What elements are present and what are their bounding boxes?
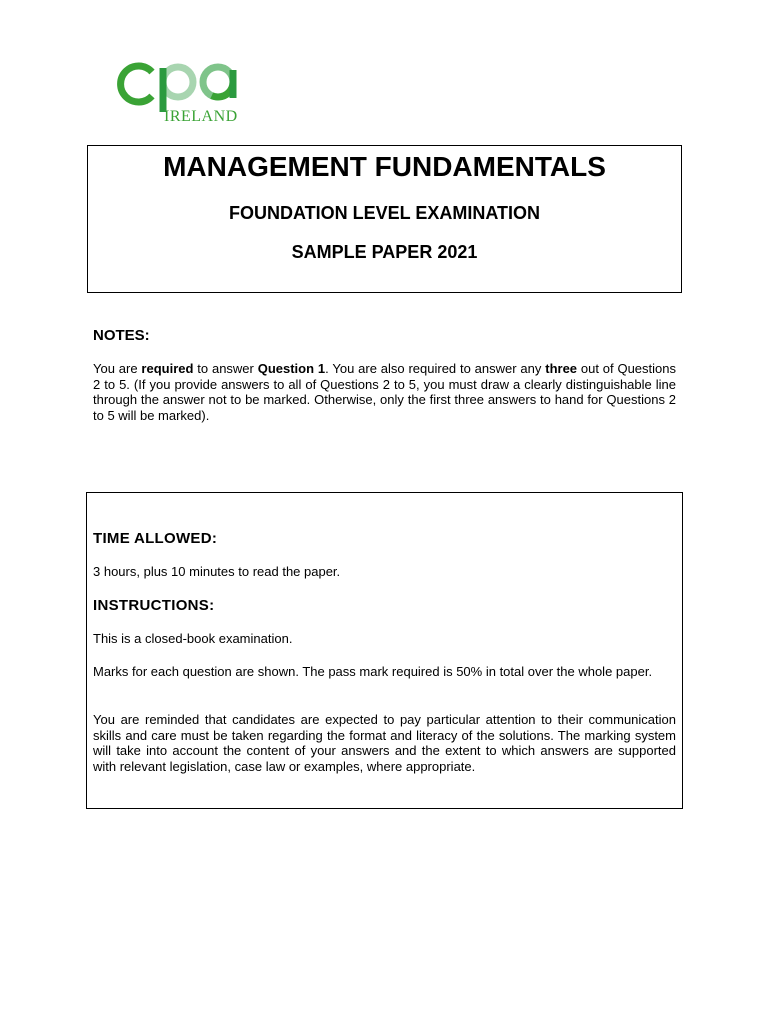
exam-info-box [86,492,683,809]
notes-emphasis: Question 1 [257,361,326,376]
instructions-marks: Marks for each question are shown. The pass mark required is 50% in total over the whole paper. [93,664,653,679]
cpa-logo-mark [114,46,272,112]
instructions-reminder: You are reminded that candidates are expected to pay particular attention to their communication skills and care must be taken regarding the format and literacy of the solutions. The marking system will take into account the content of your answers and the extent to which answers are supported with relevant legislation, case law or examples, where appropriate. [93,712,676,774]
paper-title: SAMPLE PAPER 2021 [291,242,478,262]
logo-subtitle: IRELAND [164,108,238,125]
notes-emphasis: required [141,361,194,376]
title-box [87,145,682,293]
instructions-closed-book: This is a closed-book examination. [93,631,293,646]
exam-level: FOUNDATION LEVEL EXAMINATION [228,203,540,223]
exam-title: MANAGEMENT FUNDAMENTALS [163,151,606,182]
instructions-heading: INSTRUCTIONS: [93,597,215,614]
notes-text-part: You are [93,361,142,376]
notes-emphasis: three [545,361,578,376]
time-allowed-heading: TIME ALLOWED: [93,530,218,547]
notes-text [93,361,676,423]
notes-text-part: to answer [193,361,258,376]
notes-text-part: . You are also required to answer any [325,361,546,376]
time-allowed-text: 3 hours, plus 10 minutes to read the paper. [93,564,341,579]
cpa-ireland-logo [114,46,272,134]
notes-heading: NOTES: [93,327,150,344]
notes-text-part: out of Questions 2 to 5. (If you provide answers to all of Questions 2 to 5, you must draw a clearly distinguishable line through the answer not to be marked. Otherwise, only the first three answers to hand for Questions 2 to 5 will be marked). [93,361,677,423]
